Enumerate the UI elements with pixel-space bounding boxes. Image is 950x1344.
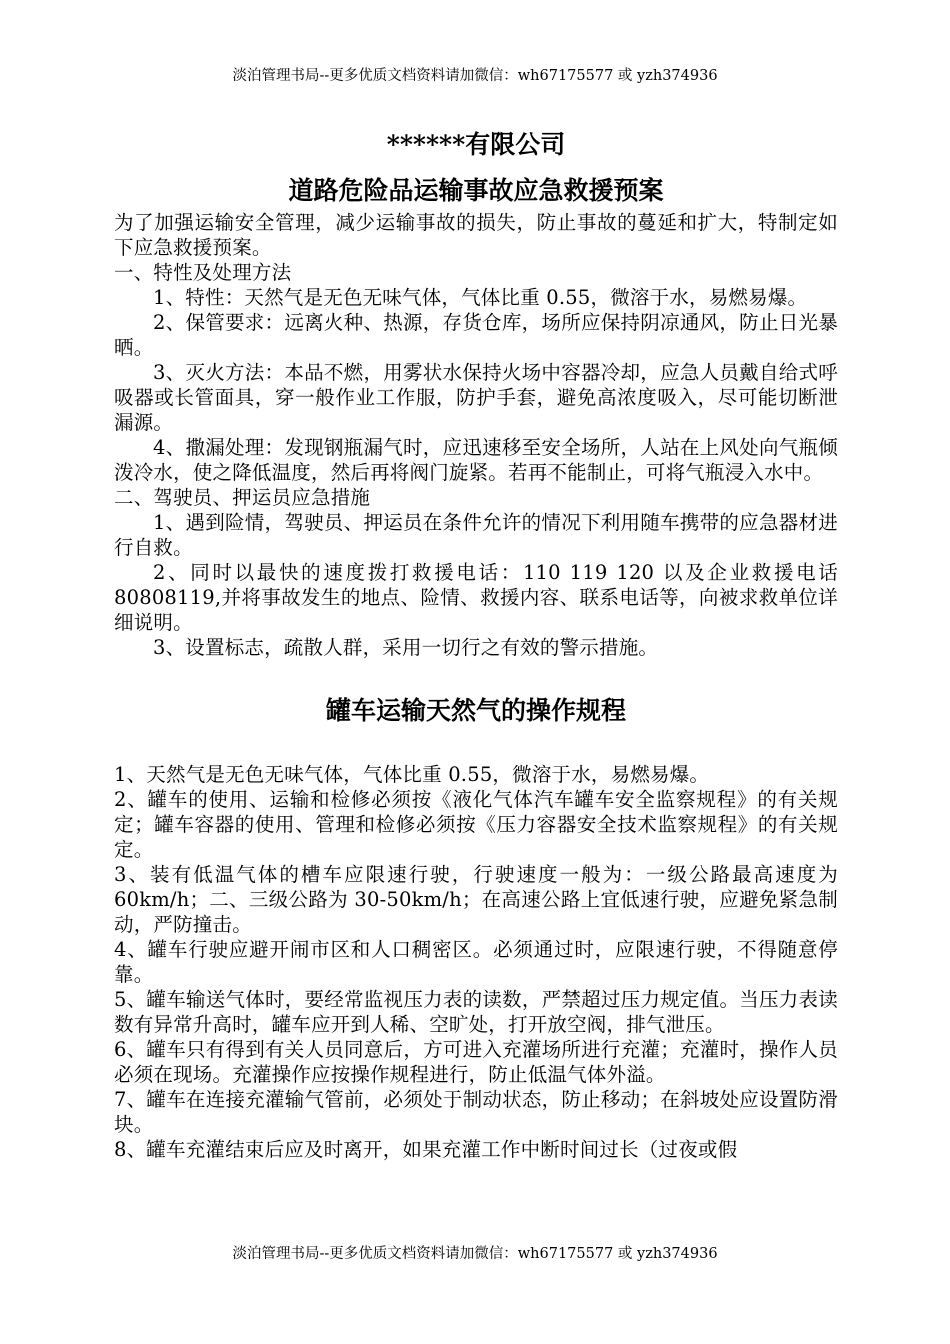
section2-heading: 二、驾驶员、押运员应急措施 [114, 486, 371, 509]
document-page [114, 128, 838, 1162]
procedure-item: 2、罐车的使用、运输和检修必须按《液化气体汽车罐车安全监察规程》的有关规定；罐车容器的使用、管理和检修必须按《压力容器安全技术监察规程》的有关规定。 [114, 788, 838, 861]
section2-item: 3、设置标志，疏散人群，采用一切行之有效的警示措施。 [153, 636, 659, 659]
header-note: 淡泊管理书局--更多优质文档资料请加微信：wh67175577 或 yzh374936 [232, 68, 718, 84]
footer-note: 淡泊管理书局--更多优质文档资料请加微信：wh67175577 或 yzh374936 [232, 1246, 718, 1262]
section2-item: 2、同时以最快的速度拨打救援电话：110 119 120 以及企业救援电话 80808119,并将事故发生的地点、险情、救援内容、联系电话等，向被求救单位详细说明。 [114, 561, 838, 634]
procedure-title: 罐车运输天然气的操作规程 [325, 696, 626, 725]
section1-heading: 一、特性及处理方法 [114, 261, 292, 284]
intro-paragraph: 为了加强运输安全管理，减少运输事故的损失，防止事故的蔓延和扩大，特制定如下应急救援预案。 [114, 211, 838, 259]
company-name: ******有限公司 [386, 130, 566, 159]
procedure-item: 3、装有低温气体的槽车应限速行驶，行驶速度一般为：一级公路最高速度为 60km/h；二、三级公路为 30-50km/h；在高速公路上宜低速行驶，应避免紧急制动，严防撞击。 [114, 863, 838, 936]
section1-item: 4、撒漏处理：发现钢瓶漏气时，应迅速移至安全场所，人站在上风处向气瓶倾泼冷水，使之降低温度，然后再将阀门旋紧。若再不能制止，可将气瓶浸入水中。 [114, 436, 838, 484]
section1-item: 2、保管要求：远离火种、热源，存货仓库，场所应保持阴凉通风，防止日光暴晒。 [114, 311, 838, 359]
procedure-item: 7、罐车在连接充灌输气管前，必须处于制动状态，防止移动；在斜坡处应设置防滑块。 [114, 1088, 838, 1136]
procedure-item: 4、罐车行驶应避开闹市区和人口稠密区。必须通过时，应限速行驶，不得随意停靠。 [114, 938, 838, 986]
procedure-item: 1、天然气是无色无味气体，气体比重 0.55，微溶于水，易燃易爆。 [114, 763, 710, 786]
section1-item: 1、特性：天然气是无色无味气体，气体比重 0.55，微溶于水，易燃易爆。 [153, 286, 808, 309]
procedure-item: 8、罐车充灌结束后应及时离开，如果充灌工作中断时间过长（过夜或假 [114, 1138, 738, 1161]
plan-title: 道路危险品运输事故应急救援预案 [288, 176, 664, 205]
procedure-item: 6、罐车只有得到有关人员同意后，方可进入充灌场所进行充灌；充灌时，操作人员必须在现场。充灌操作应按操作规程进行，防止低温气体外溢。 [114, 1038, 838, 1086]
section2-item: 1、遇到险情，驾驶员、押运员在条件允许的情况下利用随车携带的应急器材进行自救。 [114, 511, 838, 559]
section1-item: 3、灭火方法：本品不燃，用雾状水保持火场中容器冷却，应急人员戴自给式呼吸器或长管面具，穿一般作业工作服，防护手套，避免高浓度吸入，尽可能切断泄漏源。 [114, 361, 838, 434]
procedure-item: 5、罐车输送气体时，要经常监视压力表的读数，严禁超过压力规定值。当压力表读数有异常升高时，罐车应开到人稀、空旷处，打开放空阀，排气泄压。 [114, 988, 838, 1036]
